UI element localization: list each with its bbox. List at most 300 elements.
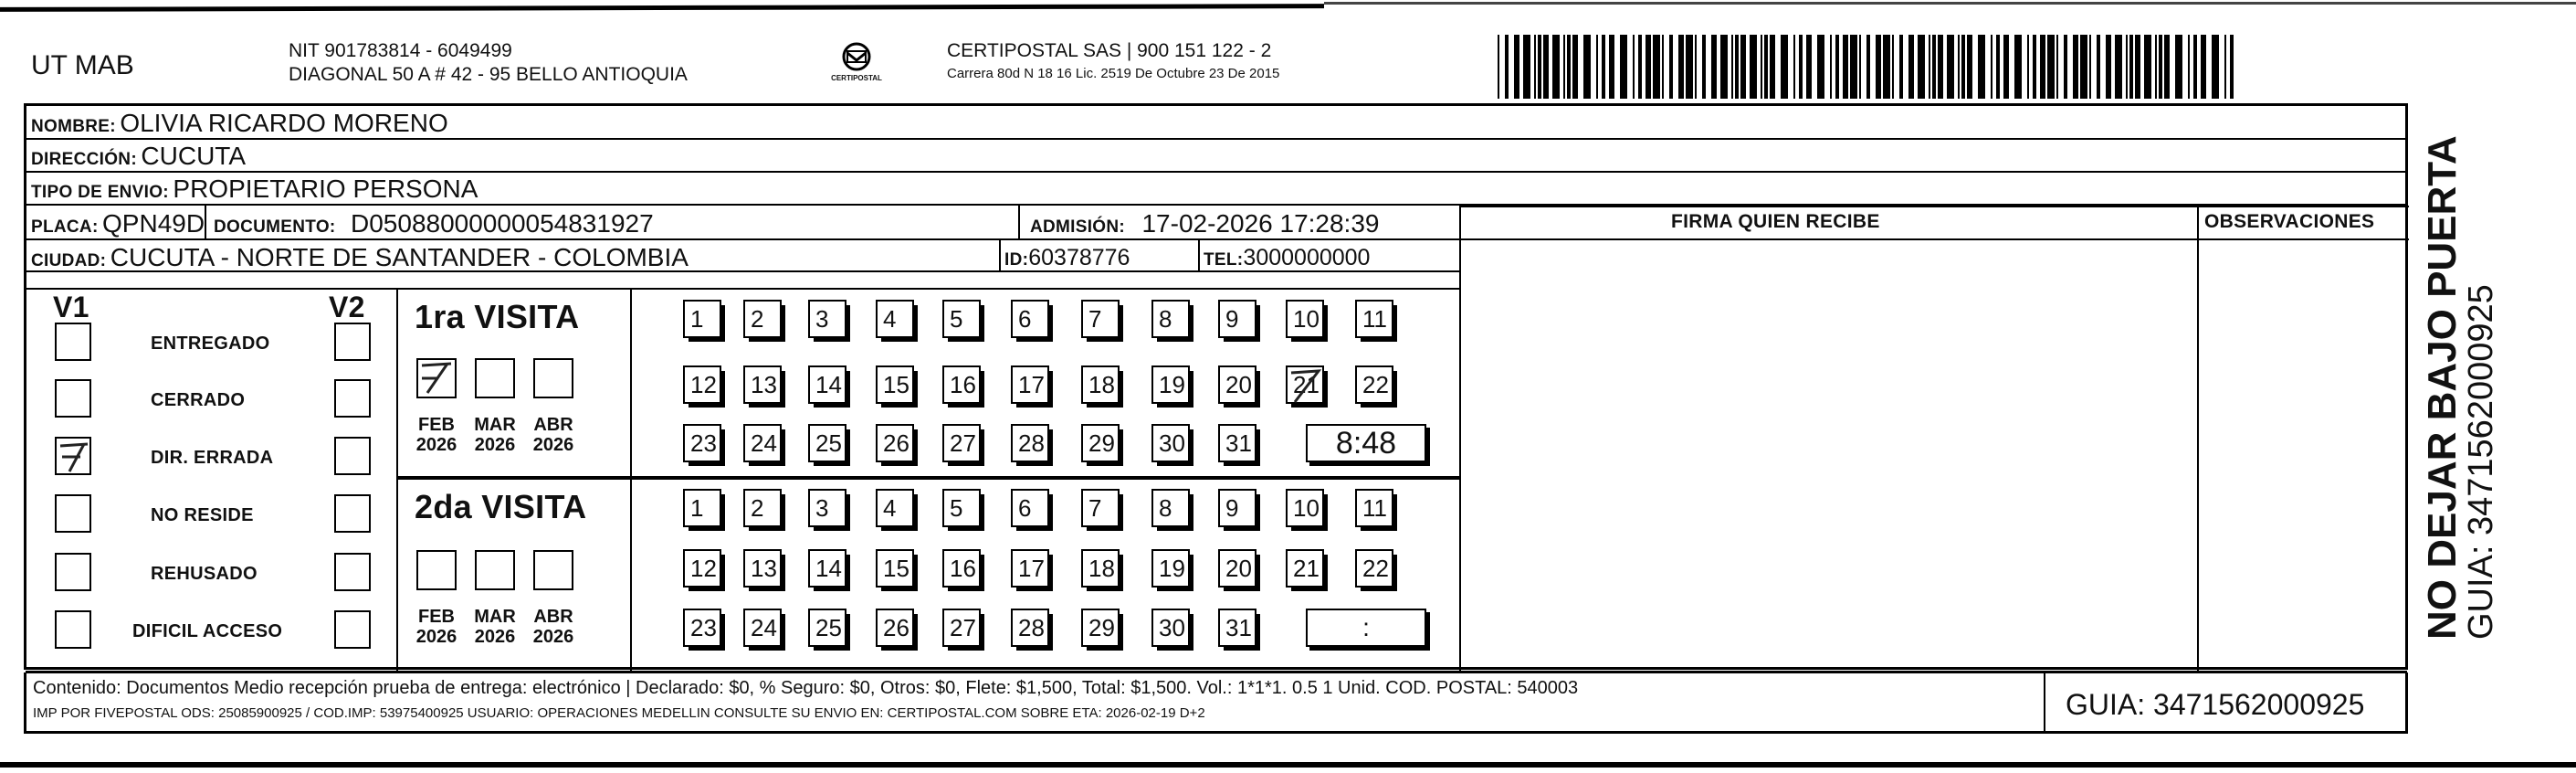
day-box[interactable] — [942, 489, 981, 527]
month-year: 2026 — [474, 627, 516, 647]
day-box[interactable] — [808, 489, 846, 527]
barcode-bar — [2212, 35, 2219, 99]
day-box[interactable] — [1151, 300, 1190, 338]
day-box[interactable] — [808, 424, 846, 462]
certipostal-logo — [833, 40, 880, 88]
barcode-bar — [1830, 35, 1832, 99]
barcode-bar — [1781, 35, 1788, 99]
barcode-bar — [1534, 35, 1536, 99]
barcode-bar — [2014, 35, 2022, 99]
month-name: ABR — [533, 607, 573, 627]
day-number: 3 — [815, 305, 829, 333]
documento-label: DOCUMENTO: — [214, 217, 336, 237]
month-checkbox[interactable] — [533, 550, 573, 590]
month-label — [526, 607, 581, 647]
carrier-address: Carrera 80d N 18 16 Lic. 2519 De Octubre 23 De 2015 — [947, 66, 1280, 81]
v2-checkbox[interactable] — [334, 379, 371, 418]
barcode-bar — [2097, 35, 2100, 99]
tipo-envio-value: PROPIETARIO PERSONA — [173, 175, 478, 203]
status-label: DIFICIL ACCESO — [132, 621, 283, 641]
day-box[interactable] — [876, 609, 914, 647]
barcode-bar — [2115, 35, 2122, 99]
v2-label: V2 — [329, 291, 365, 323]
day-number: 31 — [1225, 429, 1252, 457]
barcode-bar — [2230, 35, 2234, 99]
first-visit-title: 1ra VISITA — [415, 298, 580, 335]
day-number: 5 — [950, 305, 963, 333]
day-number: 20 — [1225, 555, 1252, 582]
barcode-bar — [2193, 35, 2197, 99]
month-year: 2026 — [532, 627, 574, 647]
status-label: DIR. ERRADA — [151, 448, 274, 468]
day-box[interactable] — [1011, 365, 1049, 404]
day-number: 22 — [1362, 371, 1389, 398]
second-visit-time[interactable]: : — [1306, 609, 1426, 647]
placa-value: QPN49D — [102, 209, 205, 238]
month-checkbox[interactable] — [416, 550, 457, 590]
barcode-bar — [1552, 35, 1560, 99]
day-box[interactable] — [942, 549, 981, 588]
barcode-bar — [1695, 35, 1697, 99]
side-guia: GUIA: 3471562000925 — [2462, 284, 2500, 640]
day-number: 3 — [815, 494, 829, 522]
day-number: 19 — [1159, 371, 1185, 398]
day-box[interactable] — [1218, 609, 1256, 647]
day-box[interactable] — [1011, 609, 1049, 647]
footer-print-info: IMP POR FIVEPOSTAL ODS: 25085900925 / COD.IMP: 53975400925 USUARIO: OPERACIONES MEDELLIN CONSULTE SU ENVIO EN: CERTIPOSTAL.COM SOBRE ETA: 2026-02-19 D+2 — [33, 705, 1205, 721]
day-number: 6 — [1018, 305, 1032, 333]
day-box[interactable] — [1355, 300, 1393, 338]
month-label — [409, 607, 464, 647]
barcode-bar — [2106, 35, 2111, 99]
documento-value: D05088000000054831927 — [351, 209, 654, 238]
barcode-bar — [2033, 35, 2036, 99]
day-number: 4 — [883, 305, 897, 333]
barcode-bar — [2129, 35, 2133, 99]
day-box[interactable] — [876, 549, 914, 588]
day-box[interactable] — [1151, 609, 1190, 647]
v1-checkbox[interactable] — [55, 437, 91, 475]
day-box[interactable] — [1081, 609, 1120, 647]
day-box[interactable] — [1218, 300, 1256, 338]
day-box[interactable] — [1286, 365, 1324, 404]
second-visit-title: 2da VISITA — [415, 488, 587, 525]
barcode-bar — [1686, 35, 1693, 99]
v2-checkbox[interactable] — [334, 437, 371, 475]
v1-checkbox[interactable] — [55, 494, 91, 533]
day-box[interactable] — [1355, 549, 1393, 588]
month-label — [468, 607, 522, 647]
day-number: 11 — [1362, 494, 1387, 522]
day-number: 4 — [883, 494, 897, 522]
day-number: 7 — [1088, 494, 1102, 522]
month-year: 2026 — [532, 435, 574, 455]
day-box[interactable] — [1011, 489, 1049, 527]
day-number: 29 — [1088, 429, 1115, 457]
v1-checkbox[interactable] — [55, 553, 91, 591]
day-box[interactable] — [876, 424, 914, 462]
day-number: 14 — [815, 371, 842, 398]
barcode-bar — [1567, 35, 1571, 99]
v2-checkbox[interactable] — [334, 494, 371, 533]
day-number: 21 — [1293, 555, 1320, 582]
day-box[interactable] — [743, 549, 782, 588]
day-number: 9 — [1225, 305, 1239, 333]
day-number: 10 — [1293, 305, 1320, 333]
day-number: 5 — [950, 494, 963, 522]
barcode-bar — [1961, 35, 1965, 99]
barcode-bar — [2056, 35, 2058, 99]
day-box[interactable] — [942, 424, 981, 462]
month-name: MAR — [474, 415, 516, 435]
barcode-bar — [1645, 35, 1651, 99]
barcode-bar — [1731, 35, 1733, 99]
day-box[interactable] — [942, 300, 981, 338]
barcode-bar — [2064, 35, 2067, 99]
barcode-bar — [1978, 35, 1985, 99]
barcode-bar — [2089, 35, 2091, 99]
first-visit-time[interactable]: 8:48 — [1306, 424, 1426, 462]
barcode-bar — [1523, 35, 1530, 99]
day-number: 13 — [751, 555, 777, 582]
bottom-rule — [0, 762, 2576, 768]
nombre-label: NOMBRE: — [31, 117, 116, 136]
barcode-bar — [1899, 35, 1903, 99]
day-box[interactable] — [876, 489, 914, 527]
barcode-bar — [1538, 35, 1541, 99]
month-checkbox[interactable] — [475, 358, 515, 398]
barcode-bar — [1918, 35, 1925, 99]
barcode-bar — [1761, 35, 1762, 99]
barcode — [1498, 35, 2237, 99]
day-number: 25 — [815, 614, 842, 641]
check-mark-icon — [57, 439, 89, 473]
status-label: REHUSADO — [151, 564, 258, 584]
barcode-bar — [1720, 35, 1728, 99]
barcode-bar — [2126, 35, 2128, 99]
day-box[interactable] — [683, 489, 721, 527]
barcode-bar — [2175, 35, 2182, 99]
day-box[interactable] — [876, 365, 914, 404]
day-box[interactable] — [1081, 424, 1120, 462]
firma-header: FIRMA QUIEN RECIBE — [1671, 211, 1880, 232]
barcode-bar — [2135, 35, 2140, 99]
day-box[interactable] — [683, 609, 721, 647]
day-box[interactable] — [876, 300, 914, 338]
day-number: 1 — [690, 494, 704, 522]
barcode-bar — [1563, 35, 1565, 99]
barcode-bar — [1498, 35, 1499, 99]
nit: NIT 901783814 - 6049499 — [289, 40, 512, 61]
day-box[interactable] — [1218, 424, 1256, 462]
placa-label: PLACA: — [31, 217, 99, 237]
barcode-bar — [1929, 35, 1930, 99]
barcode-bar — [1817, 35, 1824, 99]
barcode-bar — [1958, 35, 1960, 99]
barcode-bar — [1669, 35, 1673, 99]
barcode-bar — [1740, 35, 1746, 99]
status-label: CERRADO — [151, 390, 246, 410]
day-box[interactable] — [942, 609, 981, 647]
barcode-bar — [1770, 35, 1775, 99]
day-box[interactable] — [1151, 424, 1190, 462]
ciudad-value: CUCUTA - NORTE DE SANTANDER - COLOMBIA — [110, 243, 689, 271]
barcode-bar — [2080, 35, 2087, 99]
day-box[interactable] — [743, 365, 782, 404]
day-number: 16 — [950, 371, 976, 398]
day-number: 12 — [690, 371, 717, 398]
day-number: 17 — [1018, 371, 1045, 398]
day-box[interactable] — [1081, 300, 1120, 338]
day-box[interactable] — [1151, 365, 1190, 404]
day-box[interactable] — [808, 549, 846, 588]
barcode-bar — [1514, 35, 1519, 99]
barcode-bar — [2224, 35, 2226, 99]
day-number: 24 — [751, 429, 777, 457]
day-box[interactable] — [1081, 489, 1120, 527]
day-box[interactable] — [808, 300, 846, 338]
day-box[interactable] — [683, 300, 721, 338]
barcode-bar — [1678, 35, 1684, 99]
observaciones-header: OBSERVACIONES — [2204, 211, 2375, 232]
nombre-value: OLIVIA RICARDO MORENO — [120, 109, 448, 137]
barcode-bar — [1859, 35, 1861, 99]
admision-label: ADMISIÓN: — [1030, 217, 1126, 237]
day-number: 22 — [1362, 555, 1389, 582]
day-number: 31 — [1225, 614, 1252, 641]
top-rule-right — [1324, 2, 2576, 5]
footer-content: Contenido: Documentos Medio recepción prueba de entrega: electrónico | Declarado: $0, % Seguro: $0, Otros: $0, Flete: $1,500, Total: $1,500. Vol.: 1*1*1. 0.5 1 Unid. COD. POSTAL: 540003 — [33, 678, 1579, 698]
v1-label: V1 — [53, 291, 89, 323]
barcode-bar — [1991, 35, 1992, 99]
day-box[interactable] — [1355, 489, 1393, 527]
v1-checkbox[interactable] — [55, 610, 91, 649]
barcode-bar — [2027, 35, 2029, 99]
tipo-envio-label: TIPO DE ENVIO: — [31, 183, 169, 202]
barcode-bar — [1633, 35, 1635, 99]
id-label: ID: — [1004, 250, 1029, 270]
tel-label: TEL: — [1204, 250, 1244, 270]
barcode-bar — [1638, 35, 1642, 99]
barcode-bar — [1938, 35, 1943, 99]
day-number: 9 — [1225, 494, 1239, 522]
barcode-bar — [2047, 35, 2055, 99]
day-number: 26 — [883, 429, 909, 457]
day-number: 18 — [1088, 555, 1115, 582]
day-box[interactable] — [1355, 365, 1393, 404]
month-name: MAR — [474, 607, 516, 627]
barcode-bar — [2164, 35, 2170, 99]
barcode-bar — [1806, 35, 1812, 99]
day-box[interactable] — [1218, 365, 1256, 404]
barcode-bar — [1543, 35, 1549, 99]
barcode-bar — [1620, 35, 1627, 99]
status-label: ENTREGADO — [151, 334, 270, 354]
day-number: 15 — [883, 555, 909, 582]
day-box[interactable] — [1286, 300, 1324, 338]
day-number: 25 — [815, 429, 842, 457]
day-number: 30 — [1159, 429, 1185, 457]
day-box[interactable] — [683, 424, 721, 462]
day-number: 14 — [815, 555, 842, 582]
day-box[interactable] — [683, 549, 721, 588]
day-number: 23 — [690, 429, 717, 457]
barcode-bar — [2073, 35, 2078, 99]
barcode-bar — [1735, 35, 1739, 99]
barcode-bar — [2040, 35, 2045, 99]
day-number: 28 — [1018, 429, 1045, 457]
day-number: 23 — [690, 614, 717, 641]
id-value: 60378776 — [1028, 245, 1130, 270]
day-number: 27 — [950, 614, 976, 641]
day-box[interactable] — [1081, 549, 1120, 588]
day-number: 8 — [1159, 494, 1172, 522]
day-number: 7 — [1088, 305, 1102, 333]
month-name: FEB — [418, 607, 455, 627]
month-year: 2026 — [474, 435, 516, 455]
day-number: 30 — [1159, 614, 1185, 641]
month-checkbox[interactable] — [475, 550, 515, 590]
month-checkbox[interactable] — [533, 358, 573, 398]
barcode-bar — [1596, 35, 1598, 99]
v2-checkbox[interactable] — [334, 323, 371, 361]
day-box[interactable] — [1151, 549, 1190, 588]
direccion-value: CUCUTA — [141, 142, 246, 170]
barcode-bar — [1711, 35, 1717, 99]
month-label — [526, 415, 581, 455]
barcode-bar — [1572, 35, 1578, 99]
logo-text: CERTIPOSTAL — [831, 74, 882, 82]
company-short: UT MAB — [31, 50, 134, 80]
month-checkbox[interactable] — [416, 358, 457, 398]
no-dejar-bajo-puerta: NO DEJAR BAJO PUERTA — [2420, 135, 2465, 640]
day-box[interactable] — [743, 609, 782, 647]
day-box[interactable] — [1011, 300, 1049, 338]
day-number: 24 — [751, 614, 777, 641]
day-number: 8 — [1159, 305, 1172, 333]
carrier-name: CERTIPOSTAL SAS | 900 151 122 - 2 — [947, 40, 1272, 61]
v2-checkbox[interactable] — [334, 610, 371, 649]
barcode-bar — [1947, 35, 1954, 99]
tel-value: 3000000000 — [1243, 245, 1371, 270]
barcode-bar — [1932, 35, 1936, 99]
status-label: NO RESIDE — [151, 505, 254, 525]
day-number: 15 — [883, 371, 909, 398]
day-number: 19 — [1159, 555, 1185, 582]
barcode-bar — [1843, 35, 1848, 99]
month-year: 2026 — [415, 627, 457, 647]
barcode-bar — [1793, 35, 1795, 99]
barcode-bar — [1866, 35, 1870, 99]
day-number: 20 — [1225, 371, 1252, 398]
admision-value: 17-02-2026 17:28:39 — [1141, 209, 1380, 238]
barcode-bar — [2144, 35, 2151, 99]
day-number: 18 — [1088, 371, 1115, 398]
barcode-bar — [2003, 35, 2009, 99]
barcode-bar — [1505, 35, 1509, 99]
day-number: 29 — [1088, 614, 1115, 641]
barcode-bar — [1602, 35, 1605, 99]
sender-address: DIAGONAL 50 A # 42 - 95 BELLO ANTIOQUIA — [289, 64, 688, 85]
day-box[interactable] — [1286, 549, 1324, 588]
day-number: 1 — [690, 305, 704, 333]
top-rule — [0, 4, 1324, 12]
day-box[interactable] — [1081, 365, 1120, 404]
month-name: FEB — [418, 415, 455, 435]
barcode-bar — [1609, 35, 1614, 99]
check-mark-icon — [1288, 367, 1324, 404]
day-number: 12 — [690, 555, 717, 582]
v1-checkbox[interactable] — [55, 323, 91, 361]
barcode-bar — [1835, 35, 1839, 99]
check-mark-icon — [418, 360, 455, 397]
barcode-bar — [1996, 35, 2000, 99]
day-box[interactable] — [1011, 424, 1049, 462]
day-number: 11 — [1362, 305, 1387, 333]
barcode-bar — [1702, 35, 1706, 99]
ciudad-label: CIUDAD: — [31, 251, 107, 270]
barcode-bar — [1967, 35, 1972, 99]
barcode-bar — [1750, 35, 1757, 99]
barcode-bar — [1908, 35, 1914, 99]
day-box[interactable] — [743, 489, 782, 527]
day-number: 6 — [1018, 494, 1032, 522]
side-warning — [2420, 128, 2501, 640]
barcode-bar — [2188, 35, 2190, 99]
barcode-bar — [1892, 35, 1894, 99]
day-number: 10 — [1293, 494, 1320, 522]
day-box[interactable] — [942, 365, 981, 404]
barcode-bar — [1850, 35, 1857, 99]
day-box[interactable] — [808, 609, 846, 647]
day-number: 2 — [751, 494, 764, 522]
day-box[interactable] — [743, 424, 782, 462]
month-year: 2026 — [415, 435, 457, 455]
barcode-bar — [1876, 35, 1881, 99]
day-box[interactable] — [1286, 489, 1324, 527]
day-box[interactable] — [683, 365, 721, 404]
day-number: 2 — [751, 305, 764, 333]
day-number: 13 — [751, 371, 777, 398]
day-number: 17 — [1018, 555, 1045, 582]
footer-guia: GUIA: 3471562000925 — [2066, 688, 2365, 721]
barcode-bar — [1662, 35, 1664, 99]
day-box[interactable] — [743, 300, 782, 338]
v2-checkbox[interactable] — [334, 553, 371, 591]
day-box[interactable] — [1151, 489, 1190, 527]
month-label — [468, 415, 522, 455]
barcode-bar — [1883, 35, 1890, 99]
month-label — [409, 415, 464, 455]
barcode-bar — [1764, 35, 1768, 99]
day-number: 27 — [950, 429, 976, 457]
day-number: 21 — [1293, 371, 1320, 398]
day-box[interactable] — [808, 365, 846, 404]
barcode-bar — [1653, 35, 1660, 99]
barcode-bar — [1799, 35, 1803, 99]
v1-checkbox[interactable] — [55, 379, 91, 418]
day-number: 16 — [950, 555, 976, 582]
barcode-bar — [2155, 35, 2157, 99]
day-box[interactable] — [1218, 489, 1256, 527]
day-number: 28 — [1018, 614, 1045, 641]
month-name: ABR — [533, 415, 573, 435]
barcode-bar — [2201, 35, 2206, 99]
barcode-bar — [1583, 35, 1591, 99]
day-box[interactable] — [1011, 549, 1049, 588]
day-box[interactable] — [1218, 549, 1256, 588]
direccion-label: DIRECCIÓN: — [31, 150, 137, 169]
